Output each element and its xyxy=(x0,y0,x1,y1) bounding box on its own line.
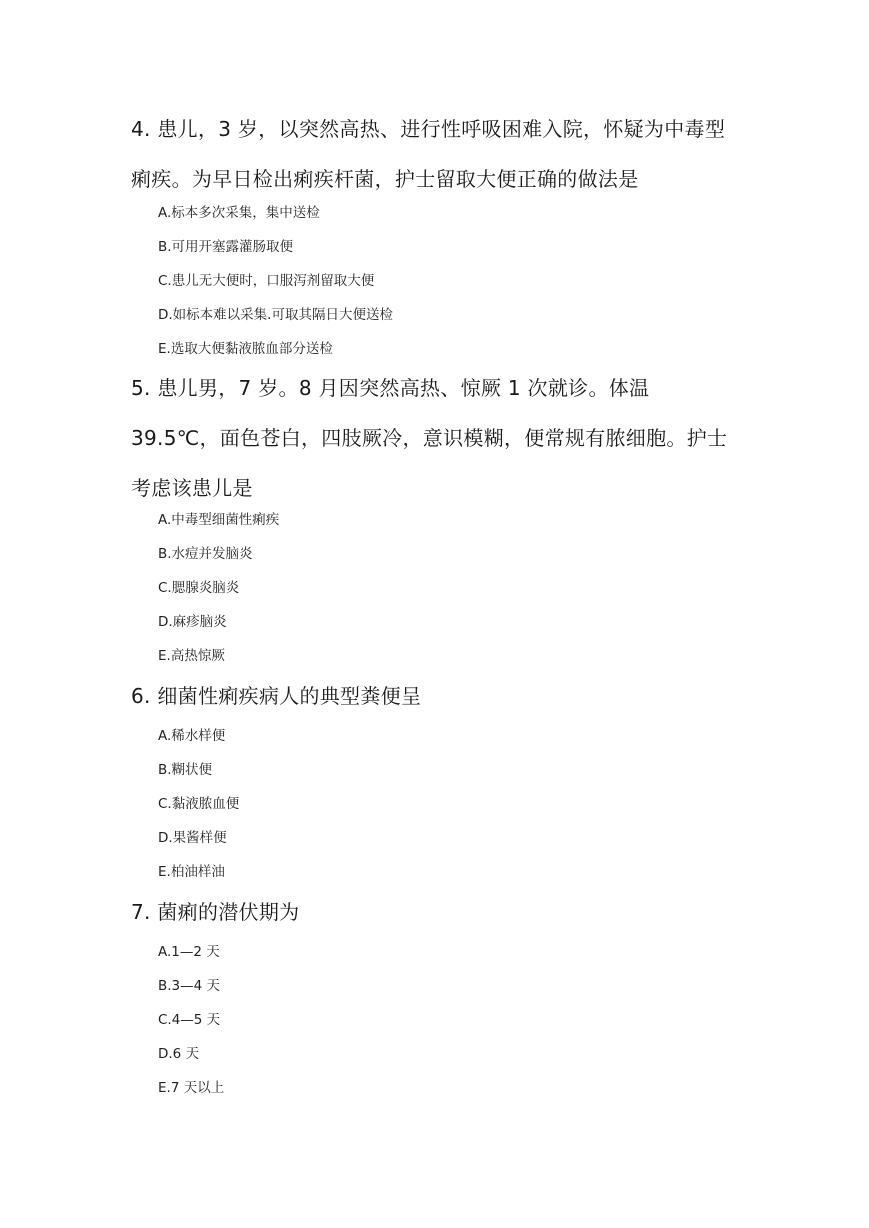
question-7-option-a: A.1—2 天 xyxy=(158,944,220,960)
question-4-option-c: C.患儿无大便时，口服泻剂留取大便 xyxy=(158,273,375,289)
question-5-option-b: B.水痘并发脑炎 xyxy=(158,546,253,562)
question-4-option-b: B.可用开塞露灌肠取便 xyxy=(158,239,294,255)
question-6-stem: 6. 细菌性痢疾病人的典型粪便呈 xyxy=(131,684,422,708)
question-4-option-e: E.选取大便黏液脓血部分送检 xyxy=(158,341,333,357)
question-7-option-c: C.4—5 天 xyxy=(158,1012,221,1028)
question-4-option-a: A.标本多次采集，集中送检 xyxy=(158,205,320,221)
question-7-option-e: E.7 天以上 xyxy=(158,1080,225,1096)
question-7-option-d: D.6 天 xyxy=(158,1046,200,1062)
question-6-option-c: C.黏液脓血便 xyxy=(158,796,240,812)
question-6-option-d: D.果酱样便 xyxy=(158,830,227,846)
question-7-stem: 7. 菌痢的潜伏期为 xyxy=(131,900,300,924)
question-6-option-e: E.柏油样油 xyxy=(158,864,225,880)
question-5-option-c: C.腮腺炎脑炎 xyxy=(158,580,240,596)
question-7-option-b: B.3—4 天 xyxy=(158,978,221,994)
question-4-option-d: D.如标本难以采集.可取其隔日大便送检 xyxy=(158,307,393,323)
question-4-stem: 4. 患儿，3 岁，以突然高热、进行性呼吸困难入院，怀疑为中毒型痢疾。为早日检出痢疾杆菌，护士留取大便正确的做法是 xyxy=(131,117,726,191)
question-5-option-d: D.麻疹脑炎 xyxy=(158,614,227,630)
question-5-stem: 5. 患儿男，7 岁。8 月因突然高热、惊厥 1 次就诊。体温 39.5℃，面色苍白，四肢厥冷，意识模糊，便常规有脓细胞。护士考虑该患儿是 xyxy=(131,376,728,500)
question-6-option-b: B.糊状便 xyxy=(158,762,213,778)
question-5-option-a: A.中毒型细菌性痢疾 xyxy=(158,512,280,528)
question-6-option-a: A.稀水样便 xyxy=(158,728,226,744)
question-5-option-e: E.高热惊厥 xyxy=(158,648,225,664)
